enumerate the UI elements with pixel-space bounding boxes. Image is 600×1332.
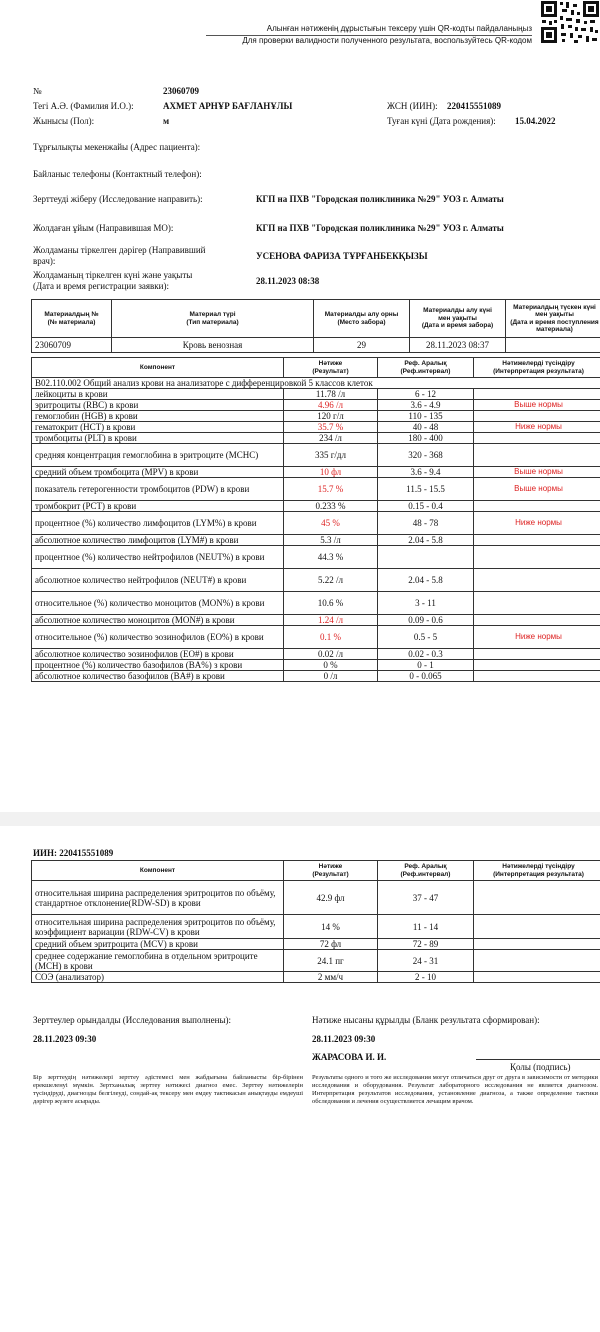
material-header-cell-line: мен уақыты — [438, 314, 477, 322]
material-cell: 23060709 — [32, 338, 112, 353]
result-value: 72 фл — [284, 939, 378, 950]
interpretation: Ниже нормы — [474, 512, 600, 535]
result-value: 335 г/дл — [284, 444, 378, 467]
material-header-cell — [32, 300, 112, 338]
component-name: процентное (%) количество нейтрофилов (NEUT%) в крови — [32, 546, 284, 569]
component-name: относительная ширина распределения эритроцитов по объёму, коэффициент вариации (RDW-CV) в крови — [32, 915, 284, 939]
interpretation — [474, 433, 600, 444]
component-name: средний объем тромбоцита (MPV) в крови — [32, 467, 284, 478]
reference-interval: 24 - 31 — [378, 950, 474, 972]
interpretation: Выше нормы — [474, 400, 600, 411]
reference-interval: 72 - 89 — [378, 939, 474, 950]
referral-value: КГП на ПХВ "Городская поликлиника №29" УОЗ г. Алматы — [256, 194, 504, 204]
material-header-cell — [314, 300, 410, 338]
result-value: 10.6 % — [284, 592, 378, 615]
results-header-cell-line: Нәтижелерді түсіндіру — [502, 360, 575, 367]
material-header-cell-line: мен уақыты — [535, 311, 574, 318]
result-value: 45 % — [284, 512, 378, 535]
iin-value: 220415551089 — [447, 101, 501, 111]
material-header-cell — [410, 300, 506, 338]
qr-note-divider — [206, 35, 532, 36]
dob-value: 15.04.2022 — [515, 116, 556, 126]
section-row — [32, 378, 600, 389]
reference-interval: 48 - 78 — [378, 512, 474, 535]
results-header-cell-line: (Реф.интервал) — [400, 367, 451, 375]
results-header-cell-line: Нәтиже — [318, 863, 343, 870]
result-value: 5.22 /л — [284, 569, 378, 592]
results-header-cell — [474, 861, 600, 881]
material-cell: Кровь венозная — [112, 338, 314, 353]
signature-line — [476, 1059, 600, 1060]
reference-interval: 180 - 400 — [378, 433, 474, 444]
reference-interval: 0.02 - 0.3 — [378, 649, 474, 660]
formed-label: Нәтиже нысаны құрылды (Бланк результата сформирован): — [312, 1015, 540, 1025]
reference-interval: 3 - 11 — [378, 592, 474, 615]
interpretation — [474, 660, 600, 671]
interpretation — [474, 649, 600, 660]
referring-mo-value: КГП на ПХВ "Городская поликлиника №29" УОЗ г. Алматы — [256, 223, 504, 233]
component-name: СОЭ (анализатор) — [32, 972, 284, 983]
material-header-cell-line: Материалды алу орны — [324, 311, 399, 318]
regdate-value: 28.11.2023 08:38 — [256, 276, 320, 286]
results-header-cell-line: (Реф.интервал) — [400, 870, 451, 878]
signature-label: Қолы (подпись) — [510, 1062, 571, 1072]
component-name: процентное (%) количество базофилов (BA%) з крови — [32, 660, 284, 671]
performed-value: 28.11.2023 09:30 — [33, 1034, 97, 1044]
result-value: 11.78 /л — [284, 389, 378, 400]
table-row — [32, 569, 600, 592]
disclaimer-kz: Бір зерттеудің нәтижелері зерттеу әдістемесі мен жабдығына байланысты бір-бірінен ерекшеленуі мүмкін. Зертханалық зерттеу нәтижесі диагноз емес. Зерттеу нәтижелерін түсіндіруді, диагнозды белгілеуді, сондай-ақ тексеру мен емдеу тактикасын анықтауды емдеуші дәрігер жүзеге асырады. — [33, 1074, 303, 1105]
referral-label: Зерттеуді жіберу (Исследование направить): — [33, 194, 203, 204]
results-header-cell-line: (Интерпретация результата) — [493, 870, 584, 878]
interpretation — [474, 671, 600, 682]
interpretation: Выше нормы — [474, 478, 600, 501]
reference-interval: 40 - 48 — [378, 422, 474, 433]
interpretation — [474, 389, 600, 400]
formed-value: 28.11.2023 09:30 — [312, 1034, 376, 1044]
interpretation — [474, 881, 600, 915]
reference-interval: 0.5 - 5 — [378, 626, 474, 649]
sex-label: Жынысы (Пол): — [33, 116, 95, 126]
interpretation: Ниже нормы — [474, 626, 600, 649]
number-value: 23060709 — [163, 86, 199, 96]
results-header-cell — [284, 861, 378, 881]
table-row — [32, 649, 600, 660]
component-name: абсолютное количество базофилов (BA#) в крови — [32, 671, 284, 682]
result-value: 44.3 % — [284, 546, 378, 569]
reference-interval: 11 - 14 — [378, 915, 474, 939]
reference-interval: 6 - 12 — [378, 389, 474, 400]
results-header-cell-line: Компонент — [139, 866, 176, 874]
interpretation: Ниже нормы — [474, 422, 600, 433]
interpretation — [474, 950, 600, 972]
component-name: средний объем эритроцита (MCV) в крови — [32, 939, 284, 950]
result-value: 2 мм/ч — [284, 972, 378, 983]
results-table-page2 — [31, 860, 600, 983]
component-name: гематокрит (HCT) в крови — [32, 422, 284, 433]
table-row — [32, 546, 600, 569]
iin-label: ЖСН (ИИН): — [387, 101, 438, 111]
component-name: абсолютное количество эозинофилов (EO#) в крови — [32, 649, 284, 660]
patient-name-label: Тегі А.Ә. (Фамилия И.О.): — [33, 101, 134, 111]
material-header-cell — [506, 300, 600, 338]
material-header-cell-line: (Место забора) — [337, 318, 386, 326]
number-label: № — [33, 86, 42, 96]
component-name: относительное (%) количество моноцитов (MON%) в крови — [32, 592, 284, 615]
component-name: среднее содержание гемоглобина в отдельном эритроците (MCH) в крови — [32, 950, 284, 972]
table-row — [32, 467, 600, 478]
component-name: гемоглобин (HGB) в крови — [32, 411, 284, 422]
material-header-cell-line: Материалдың түскен күні — [513, 303, 596, 311]
component-name: тромбоциты (PLT) в крови — [32, 433, 284, 444]
interpretation — [474, 546, 600, 569]
reference-interval: 0.09 - 0.6 — [378, 615, 474, 626]
interpretation: Выше нормы — [474, 467, 600, 478]
material-header-cell-line: Материалдың № — [44, 311, 99, 318]
table-row — [32, 626, 600, 649]
material-cell — [506, 338, 600, 353]
component-name: эритроциты (RBC) в крови — [32, 400, 284, 411]
interpretation — [474, 569, 600, 592]
table-row — [32, 411, 600, 422]
interpretation — [474, 411, 600, 422]
material-header-cell-line: (Дата и время забора) — [421, 322, 494, 330]
qr-code — [540, 0, 600, 44]
reference-interval: 2.04 - 5.8 — [378, 569, 474, 592]
material-cell: 29 — [314, 338, 410, 353]
disclaimer-ru: Результаты одного и того же исследования могут отличаться друг от друга в зависимости от методики исследования и оборудования. Результат лабораторного исследования не является диагнозом. Интерпретация результатов исследования, установление диагноза, а также определение тактики обследования и лечения осуществляется лечащим врачом. — [312, 1074, 598, 1105]
result-value: 0.1 % — [284, 626, 378, 649]
interpretation — [474, 535, 600, 546]
results-header-cell-line: Реф. Аралық — [404, 360, 447, 367]
table-row — [32, 389, 600, 400]
material-table — [31, 299, 600, 353]
component-name: абсолютное количество лимфоцитов (LYM#) в крови — [32, 535, 284, 546]
table-row — [32, 615, 600, 626]
interpretation — [474, 615, 600, 626]
table-row — [32, 512, 600, 535]
reference-interval: 0 - 0.065 — [378, 671, 474, 682]
result-value: 15.7 % — [284, 478, 378, 501]
component-name: средняя концентрация гемоглобина в эритроците (MCHC) — [32, 444, 284, 467]
reference-interval: 2.04 - 5.8 — [378, 535, 474, 546]
results-header-cell-line: (Результат) — [312, 367, 349, 375]
interpretation — [474, 592, 600, 615]
dob-label: Туған күні (Дата рождения): — [387, 116, 496, 126]
result-value: 14 % — [284, 915, 378, 939]
doctor-label-line1: Жолдаманы тіркелген дәрігер (Направивший — [33, 245, 206, 255]
result-value: 120 г/л — [284, 411, 378, 422]
interpretation — [474, 444, 600, 467]
reference-interval: 3.6 - 9.4 — [378, 467, 474, 478]
page-separator — [0, 812, 600, 826]
interpretation — [474, 501, 600, 512]
results-header-cell — [474, 358, 600, 378]
result-value: 4.96 /л — [284, 400, 378, 411]
result-value: 0 % — [284, 660, 378, 671]
material-header-cell — [112, 300, 314, 338]
component-name: абсолютное количество моноцитов (MON#) в крови — [32, 615, 284, 626]
result-value: 24.1 пг — [284, 950, 378, 972]
reference-interval: 2 - 10 — [378, 972, 474, 983]
address-label: Тұрғылықты мекенжайы (Адрес пациента): — [33, 142, 201, 152]
results-header-cell-line: (Результат) — [312, 870, 349, 878]
results-header-cell-line: Реф. Аралық — [404, 863, 447, 870]
reference-interval: 11.5 - 15.5 — [378, 478, 474, 501]
regdate-label-line2: (Дата и время регистрации заявки): — [33, 281, 169, 291]
results-header-row — [32, 861, 600, 881]
results-header-cell-line: (Интерпретация результата) — [493, 367, 584, 375]
table-row — [32, 478, 600, 501]
table-row — [32, 400, 600, 411]
results-header-cell-line: Нәтижелерді түсіндіру — [502, 863, 575, 870]
results-header-cell — [378, 861, 474, 881]
result-value: 0.233 % — [284, 501, 378, 512]
result-value: 0.02 /л — [284, 649, 378, 660]
table-row — [32, 535, 600, 546]
doctor-value: УСЕНОВА ФАРИЗА ТҰРҒАНБЕКҚЫЗЫ — [256, 251, 428, 261]
regdate-label-line1: Жолдаманың тіркелген күні және уақыты — [33, 270, 193, 280]
qr-note-kz: Алынған нәтиженің дұрыстығын тексеру үшін QR-кодты пайдаланыңыз — [266, 24, 532, 33]
results-table — [31, 357, 600, 682]
reference-interval: 110 - 135 — [378, 411, 474, 422]
table-row — [32, 422, 600, 433]
table-row — [32, 660, 600, 671]
interpretation — [474, 972, 600, 983]
results-header-cell — [378, 358, 474, 378]
reference-interval: 320 - 368 — [378, 444, 474, 467]
result-value: 0 /л — [284, 671, 378, 682]
component-name: абсолютное количество нейтрофилов (NEUT#) в крови — [32, 569, 284, 592]
section-title: B02.110.002 Общий анализ крови на анализаторе с дифференцировкой 5 классов клеток — [32, 378, 600, 389]
material-cell: 28.11.2023 08:37 — [410, 338, 506, 353]
result-value: 35.7 % — [284, 422, 378, 433]
table-row — [32, 592, 600, 615]
reference-interval: 0 - 1 — [378, 660, 474, 671]
result-value: 10 фл — [284, 467, 378, 478]
component-name: показатель гетерогенности тромбоцитов (PDW) в крови — [32, 478, 284, 501]
signer-name: ЖАРАСОВА И. И. — [312, 1052, 387, 1062]
patient-name-value: АХМЕТ АРНҰР БАҒЛАНҰЛЫ — [163, 101, 293, 111]
results-header-cell-line: Компонент — [139, 363, 176, 371]
interpretation — [474, 915, 600, 939]
qr-note-ru: Для проверки валидности полученного результата, воспользуйтесь QR-кодом — [242, 36, 532, 45]
table-row — [32, 433, 600, 444]
results-header-row — [32, 358, 600, 378]
reference-interval: 3.6 - 4.9 — [378, 400, 474, 411]
performed-label: Зерттеулер орындалды (Исследования выполнены): — [33, 1015, 231, 1025]
doctor-label-line2: врач): — [33, 256, 56, 266]
sex-value: м — [163, 116, 170, 126]
results-header-cell — [284, 358, 378, 378]
phone-label: Байланыс телефоны (Контактный телефон): — [33, 169, 202, 179]
reference-interval: 37 - 47 — [378, 881, 474, 915]
material-header-cell-line: (№ материала) — [47, 318, 96, 326]
table-row — [32, 671, 600, 682]
result-value: 1.24 /л — [284, 615, 378, 626]
table-row — [32, 501, 600, 512]
table-row — [32, 939, 600, 950]
reference-interval: 0.15 - 0.4 — [378, 501, 474, 512]
component-name: лейкоциты в крови — [32, 389, 284, 400]
table-row — [32, 972, 600, 983]
page2-iin: ИИН: 220415551089 — [33, 848, 114, 858]
results-header-cell — [32, 861, 284, 881]
reference-interval — [378, 546, 474, 569]
component-name: относительное (%) количество эозинофилов (EO%) в крови — [32, 626, 284, 649]
material-header-cell-line: (Дата и время поступления — [510, 318, 599, 326]
table-row — [32, 444, 600, 467]
table-row — [32, 950, 600, 972]
result-value: 234 /л — [284, 433, 378, 444]
results-header-cell — [32, 358, 284, 378]
interpretation — [474, 939, 600, 950]
result-value: 42.9 фл — [284, 881, 378, 915]
results-header-cell-line: Нәтиже — [318, 360, 343, 367]
referring-mo-label: Жолдаған ұйым (Направившая МО): — [33, 223, 174, 233]
component-name: тромбокрит (PCT) в крови — [32, 501, 284, 512]
table-row — [32, 881, 600, 915]
table-row — [32, 915, 600, 939]
component-name: относительная ширина распределения эритроцитов по объёму, стандартное отклонение(RDW-SD) в крови — [32, 881, 284, 915]
material-header-cell-line: Материалды алу күні — [423, 307, 492, 315]
material-header-cell-line: (Тип материала) — [186, 318, 239, 326]
component-name: процентное (%) количество лимфоцитов (LYM%) в крови — [32, 512, 284, 535]
material-header-cell-line: материала) — [536, 326, 573, 333]
material-header-cell-line: Материал түрі — [189, 311, 236, 318]
result-value: 5.3 /л — [284, 535, 378, 546]
